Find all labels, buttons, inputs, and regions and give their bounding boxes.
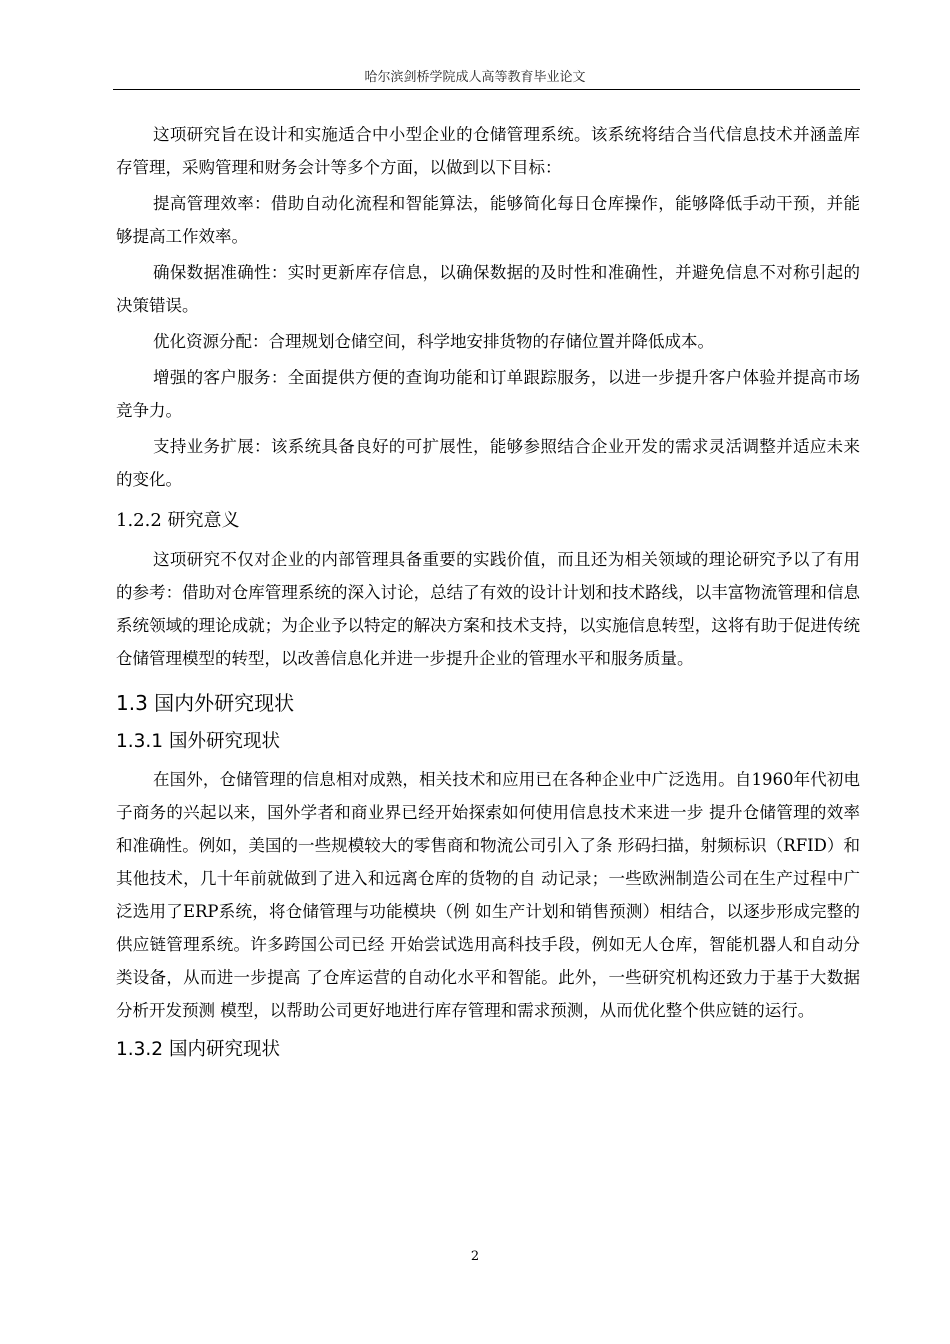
goal-accuracy: 确保数据准确性：实时更新库存信息，以确保数据的及时性和准确性，并避免信息不对称引起的决策错误。 bbox=[116, 263, 860, 315]
significance-paragraph: 这项研究不仅对企业的内部管理具备重要的实践价值，而且还为相关领域的理论研究予以了有用的参考：借助对仓库管理系统的深入讨论，总结了有效的设计计划和技术路线，以丰富物流管理和信息系统领域的理论成就；为企业予以特定的解决方案和技术支持，以实施信息转型，这将有助于促进传统仓储管理模型的转型，以改善信息化并进一步提升企业的管理水平和服务质量。 bbox=[116, 550, 860, 668]
goal-expansion: 支持业务扩展：该系统具备良好的可扩展性，能够参照结合企业开发的需求灵活调整并适应未来的变化。 bbox=[116, 437, 860, 489]
goal-resources: 优化资源分配：合理规划仓储空间，科学地安排货物的存储位置并降低成本。 bbox=[153, 332, 714, 351]
heading-1-3: 1.3 国内外研究现状 bbox=[116, 691, 295, 715]
page-header-title: 哈尔滨剑桥学院成人高等教育毕业论文 bbox=[364, 70, 586, 85]
page-number: 2 bbox=[470, 1249, 480, 1264]
heading-1-3-2: 1.3.2 国内研究现状 bbox=[116, 1039, 280, 1060]
header-divider bbox=[113, 89, 860, 90]
goal-efficiency: 提高管理效率：借助自动化流程和智能算法，能够简化每日仓库操作，能够降低手动干预，并能够提高工作效率。 bbox=[116, 194, 860, 246]
heading-1-2-2: 1.2.2 研究意义 bbox=[116, 510, 240, 531]
heading-1-3-1: 1.3.1 国外研究现状 bbox=[116, 731, 280, 752]
goal-customer-service: 增强的客户服务：全面提供方便的查询功能和订单跟踪服务，以进一步提升客户体验并提高市场竞争力。 bbox=[116, 368, 860, 420]
page-body bbox=[116, 118, 860, 1071]
intro-paragraph: 这项研究旨在设计和实施适合中小型企业的仓储管理系统。该系统将结合当代信息技术并涵盖库存管理，采购管理和财务会计等多个方面，以做到以下目标： bbox=[116, 125, 860, 177]
foreign-research-paragraph: 在国外，仓储管理的信息相对成熟，相关技术和应用已在各种企业中广泛选用。自1960年代初电子商务的兴起以来，国外学者和商业界已经开始探索如何使用信息技术来进一步 提升仓储管理的效率和准确性。例如，美国的一些规模较大的零售商和物流公司引入了条 形码扫描，射频标识（RFID）和其他技术，几十年前就做到了进入和远离仓库的货物的自 动记录；一些欧洲制造公司在生产过程中广泛选用了ERP系统，将仓储管理与功能模块（例 如生产计划和销售预测）相结合，以逐步形成完整的供应链管理系统。许多跨国公司已经 开始尝试选用高科技手段，例如无人仓库，智能机器人和自动分类设备，从而进一步提高 了仓库运营的自动化水平和智能。此外，一些研究机构还致力于基于大数据分析开发预测 模型，以帮助公司更好地进行库存管理和需求预测，从而优化整个供应链的运行。 bbox=[116, 770, 860, 1020]
